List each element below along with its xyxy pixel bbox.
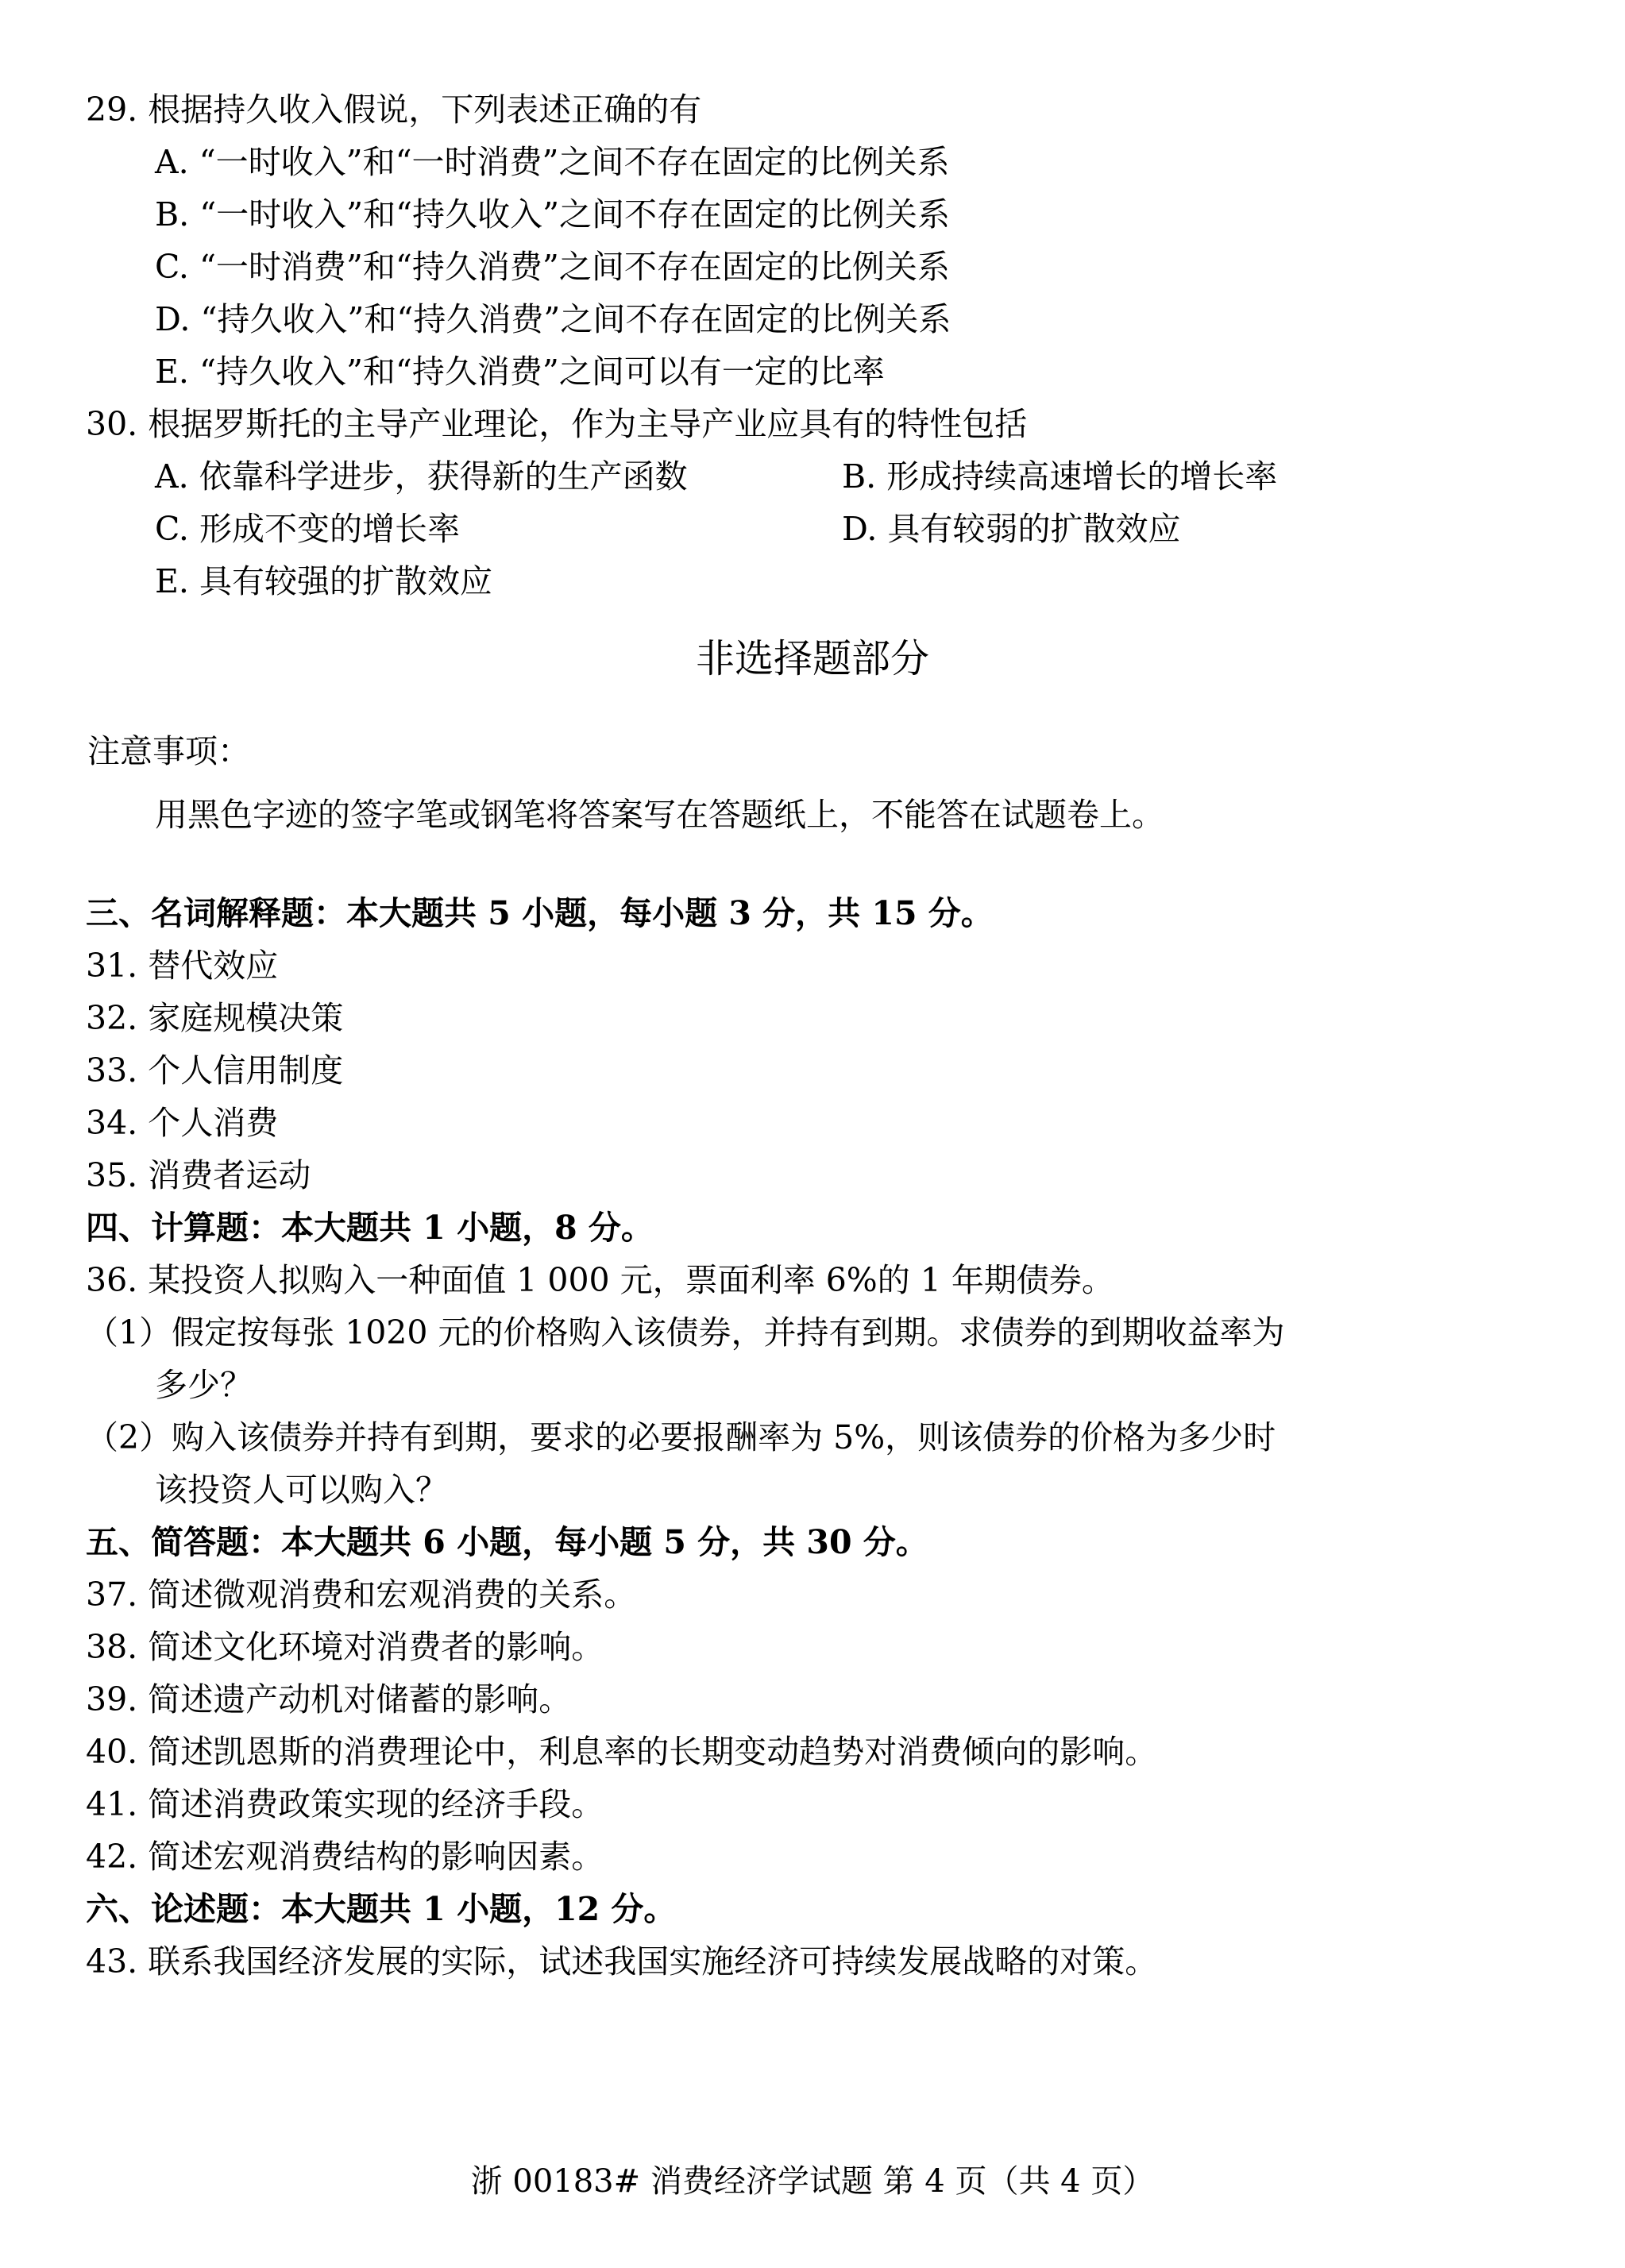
- section3-heading: 三、名词解释题：本大题共 5 小题，每小题 3 分，共 15 分。: [86, 894, 994, 932]
- q29-option-a: A. “一时收入”和“一时消费”之间不存在固定的比例关系: [155, 143, 950, 181]
- page-footer: 浙 00183# 消费经济学试题 第 4 页（共 4 页）: [470, 2163, 1155, 2200]
- q41: 41. 简述消费政策实现的经济手段。: [86, 1785, 604, 1823]
- q36-part1-line2: 多少？: [155, 1366, 253, 1404]
- q32: 32. 家庭规模决策: [86, 999, 344, 1037]
- q30-option-c: C. 形成不变的增长率: [155, 510, 460, 548]
- q36-part2-line1: （2）购入该债券并持有到期，要求的必要报酬率为 5%，则该债券的价格为多少时: [86, 1418, 1276, 1456]
- section5-heading: 五、简答题：本大题共 6 小题，每小题 5 分，共 30 分。: [86, 1523, 928, 1561]
- q30-stem: 30. 根据罗斯托的主导产业理论，作为主导产业应具有的特性包括: [86, 405, 1028, 443]
- q33: 33. 个人信用制度: [86, 1051, 344, 1090]
- q34: 34. 个人消费: [86, 1104, 279, 1142]
- section4-heading: 四、计算题：本大题共 1 小题，8 分。: [86, 1209, 654, 1247]
- section6-heading: 六、论述题：本大题共 1 小题，12 分。: [86, 1890, 677, 1928]
- q29-option-c: C. “一时消费”和“持久消费”之间不存在固定的比例关系: [155, 248, 950, 286]
- q29-stem: 29. 根据持久收入假说，下列表述正确的有: [86, 91, 702, 129]
- q37: 37. 简述微观消费和宏观消费的关系。: [86, 1576, 637, 1614]
- q38: 38. 简述文化环境对消费者的影响。: [86, 1628, 604, 1666]
- q39: 39. 简述遗产动机对储蓄的影响。: [86, 1680, 572, 1718]
- q29-option-e: E. “持久收入”和“持久消费”之间可以有一定的比率: [155, 353, 885, 391]
- notice-text: 用黑色字迹的签字笔或钢笔将答案写在答题纸上，不能答在试题卷上。: [155, 796, 1164, 834]
- q30-option-e: E. 具有较强的扩散效应: [155, 562, 492, 600]
- q30-option-a: A. 依靠科学进步，获得新的生产函数: [155, 457, 688, 496]
- q36-part1-line1: （1）假定按每张 1020 元的价格购入该债券，并持有到期。求债券的到期收益率为: [86, 1313, 1285, 1352]
- notice-label: 注意事项：: [87, 732, 250, 770]
- q40: 40. 简述凯恩斯的消费理论中，利息率的长期变动趋势对消费倾向的影响。: [86, 1733, 1158, 1771]
- q30-option-b: B. 形成持续高速增长的增长率: [842, 457, 1278, 496]
- q31: 31. 替代效应: [86, 947, 279, 985]
- q36: 36. 某投资人拟购入一种面值 1 000 元，票面利率 6%的 1 年期债券。: [86, 1261, 1114, 1299]
- q36-part2-line2: 该投资人可以购入？: [155, 1471, 448, 1509]
- part-title: 非选择题部分: [695, 636, 929, 681]
- q29-option-d: D. “持久收入”和“持久消费”之间不存在固定的比例关系: [155, 300, 951, 338]
- q42: 42. 简述宏观消费结构的影响因素。: [86, 1838, 604, 1876]
- q29-option-b: B. “一时收入”和“持久收入”之间不存在固定的比例关系: [155, 195, 951, 233]
- q43: 43. 联系我国经济发展的实际，试述我国实施经济可持续发展战略的对策。: [86, 1942, 1158, 1981]
- q35: 35. 消费者运动: [86, 1156, 311, 1194]
- q30-option-d: D. 具有较弱的扩散效应: [842, 510, 1181, 548]
